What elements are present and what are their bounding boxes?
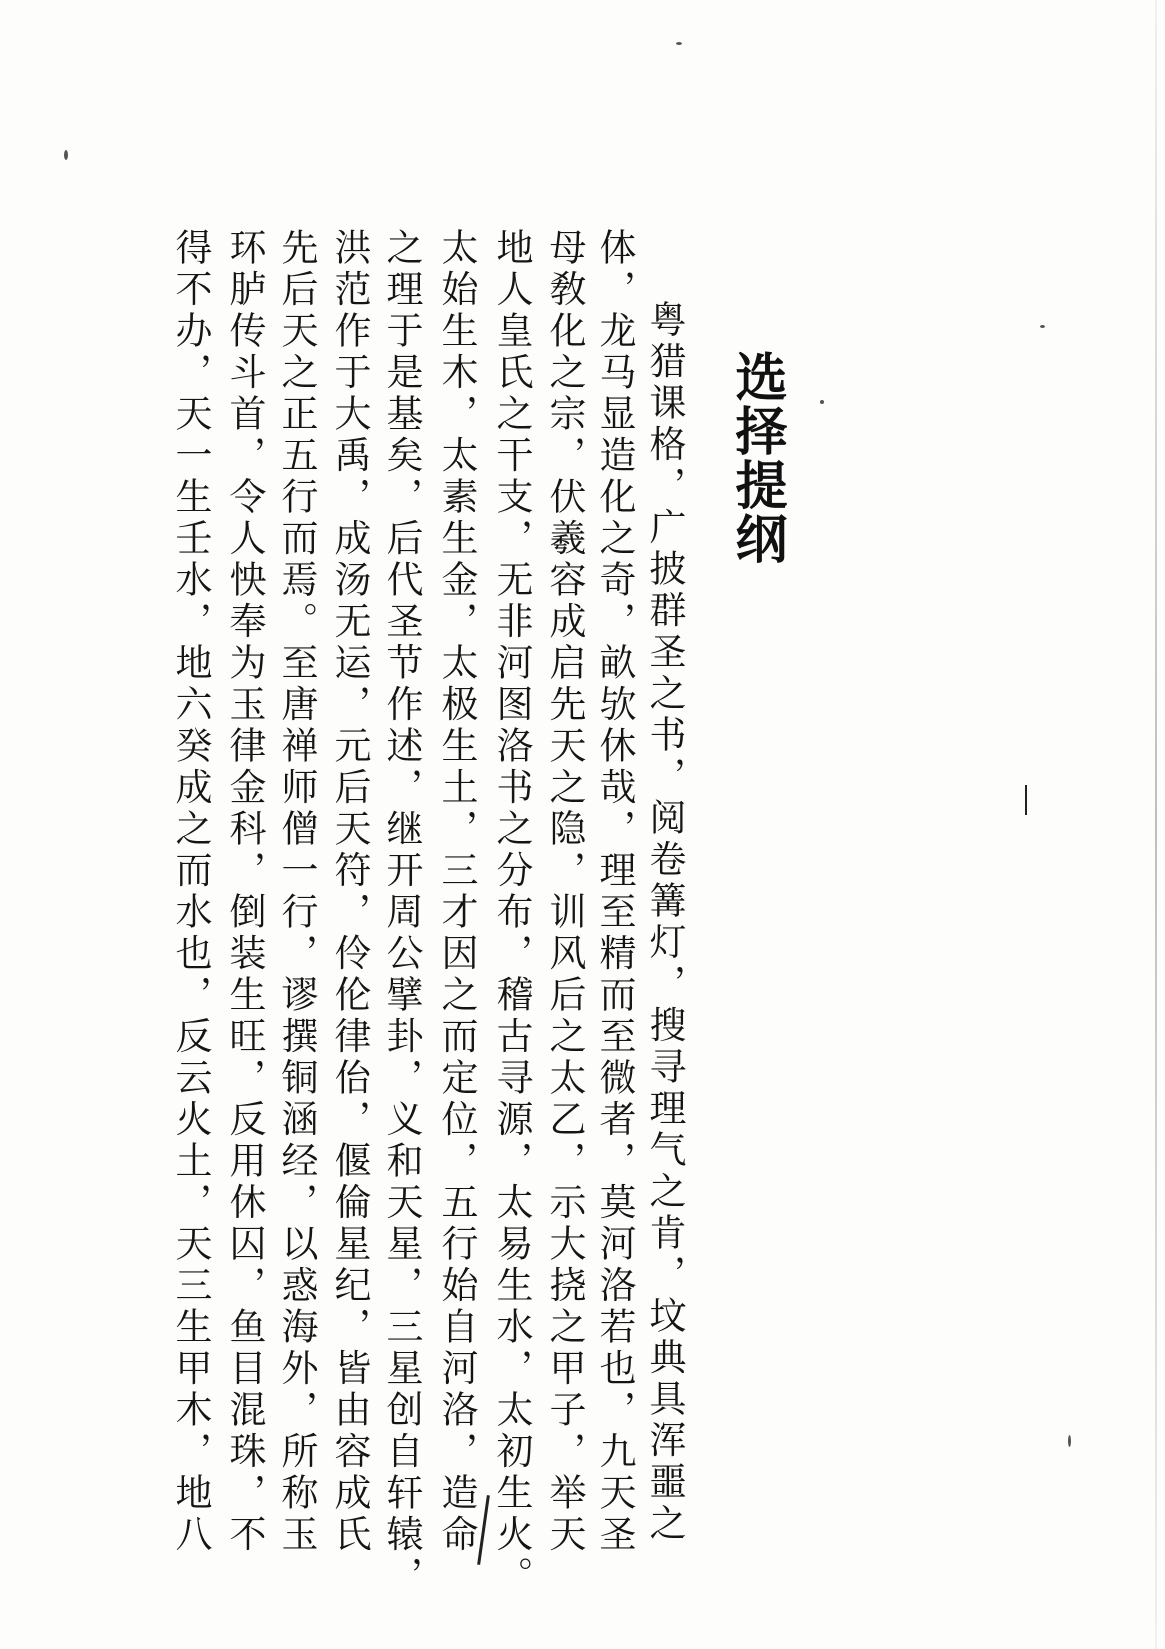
speck xyxy=(820,400,824,404)
speck xyxy=(1040,325,1045,328)
text-column: 粤猎课格，广披群圣之书，阅卷篝灯，搜寻理气之肯，坟典具浑噩之 xyxy=(643,300,686,1545)
scan-edge xyxy=(1155,0,1157,1649)
speck xyxy=(64,150,68,160)
text-column: 地人皇氏之干支，无非河图洛书之分布，稽古寻源，太易生水，太初生火。 xyxy=(490,228,533,1598)
margin-mark xyxy=(1025,785,1027,815)
text-column: 母敎化之宗，伏羲容成启先天之隐，训风后之太乙，示大挠之甲子，举天 xyxy=(543,228,586,1556)
speck xyxy=(1068,1435,1071,1447)
text-column: 太始生木，太素生金，太极生土，三才因之而定位，五行始自河洛，造命 xyxy=(435,228,478,1556)
text-column: 得不办，天一生壬水，地六癸成之而水也，反云火土，天三生甲木，地八 xyxy=(169,228,212,1556)
text-column: 之理于是基矣，后代圣节作述，继开周公擘卦，义和天星，三星创自轩辕， xyxy=(380,228,423,1598)
page-title: 选择提纲 xyxy=(726,350,787,566)
text-column: 体，龙马显造化之奇，畝欤休哉，理至精而至微者，莫河洛若也，九天圣 xyxy=(593,228,636,1556)
text-column: 洪范作于大禹，成汤无运，元后天符，伶伦律佁，偃倫星纪，皆由容成氏 xyxy=(328,228,371,1556)
speck xyxy=(676,42,682,45)
text-column: 先后天之正五行而焉。至唐禅师僧一行，谬撰铜涵经，以惑海外，所称玉 xyxy=(275,228,318,1556)
text-column: 环胪传斗首，令人怏奉为玉律金科，倒装生旺，反用休囚，鱼目混珠，不 xyxy=(223,228,266,1556)
